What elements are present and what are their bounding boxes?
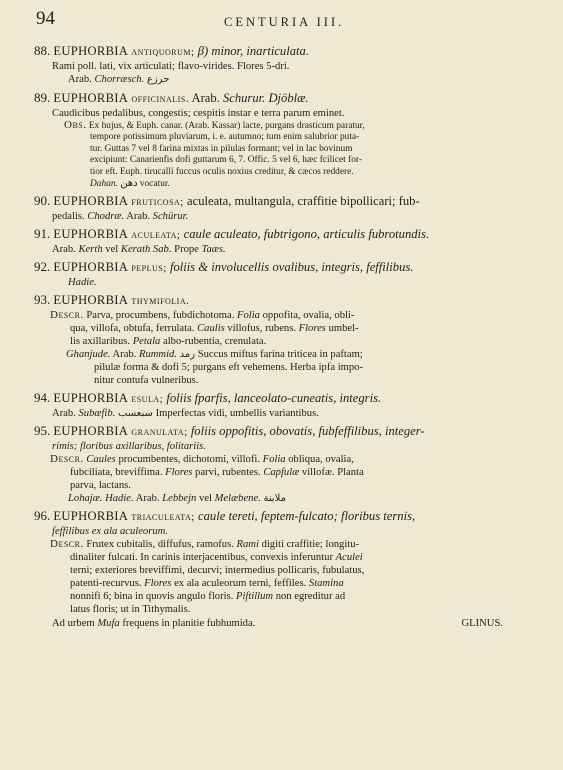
entry-text: Hadie.: [68, 277, 97, 289]
description-block: Descr. Frutex cubitalis, diffufus, ramofus. Rami digiti craffitie; longitu- dinaliter fulcati. In carinis interjacentibus, convexis inferuntur Aculei terni; exteriores breviffimi, decurvi; intermedius pollicaris, fubulatus, patenti-recurvus. Flores ex ala aculeorum terni, feffiles. Stamina nonnifi 6; bina in quovis angulo floris. Piftillum non egreditur ad latus floris; ut in Tithymalis.: [50, 538, 365, 616]
entry-heading: 89. EUPHORBIA officinalis. Arab. Schurur. Djöblæ.: [34, 90, 309, 105]
running-title: CENTURIA III.: [224, 15, 345, 29]
entry-text: Rami poll. lati, vix articulati; flavo-virides. Flores 5-dri.: [52, 61, 290, 72]
habitat-line: Ad urbem Mufa frequens in planitie fubhumida. GLINUS.: [52, 618, 503, 630]
arabic-name-line: Arab. Chorræsch. حرزع: [68, 74, 170, 85]
entry-heading: 94. EUPHORBIA esula; foliis fparfis, lanceolato-cuneatis, integris.: [34, 390, 382, 406]
entry-95: [34, 423, 535, 505]
entry-89: [34, 90, 535, 190]
page-header: [34, 10, 535, 40]
entry-text: feffilibus ex ala aculeorum.: [52, 526, 168, 538]
description-block: Descr. Parva, procumbens, fubdichotoma. Folia oppofita, ovalia, obli- qua, villofa, obtufa, ferrulata. Caulis villofus, rubens. Flores umbel- lis axillaribus. Petala albo-rubentia, crenulata.: [50, 309, 359, 348]
entry-heading: 95. EUPHORBIA granulata; foliis oppofitis, obovatis, fubfeffilibus, integer-: [34, 423, 425, 439]
entry-heading: 96. EUPHORBIA triaculeata; caule tereti, feptem-fulcato; floribus ternis,: [34, 508, 416, 524]
description-block: Descr. Caules procumbentes, dichotomi, villofi. Folia obliqua, ovalia, fubciliata, breviffima. Flores parvi, rubentes. Capfulæ villofæ. Planta parva, lactans.: [50, 453, 364, 492]
entry-text: Caudicibus pedalibus, congestis; cespitis instar e terra parum eminet.: [52, 108, 345, 119]
entry-88: [34, 43, 535, 86]
entry-heading: 92. EUPHORBIA peplus; foliis & involucellis ovalibus, integris, feffilibus.: [34, 259, 414, 275]
entry-heading: 90. EUPHORBIA fruticosa; aculeata, multangula, craffitie bipollicari; fub-: [34, 193, 420, 209]
page-number: 94: [36, 8, 55, 29]
entry-text: Arab. Subæfib. سبعسب Imperfectas vidi, umbellis variantibus.: [52, 408, 319, 420]
entry-heading: 91. EUPHORBIA aculeata; caule aculeato, fubtrigono, articulis fubrotundis.: [34, 226, 430, 242]
entry-93: [34, 292, 535, 387]
usage-block: Ghanjude. Arab. Rummid. رمد Succus miftus farina triticea in paftam; pilulæ forma & dofi 5; purgans eft vehemens. Herba ipfa impo- nitur contufa vulneribus.: [66, 349, 363, 387]
entry-heading: 88. EUPHORBIA antiquorum; β) minor, inarticulata.: [34, 43, 309, 58]
entry-94: [34, 390, 535, 420]
catchword: GLINUS.: [461, 618, 503, 630]
observation-block: Obs. Ex hujus, & Euph. canar. (Arab. Kassar) lacte, purgans drasticum paratur, tempore potissimum pluviarum, i. e. autumno; tum enim salubrior puta- tur. Guttas 7 vel 8 farina mixtas in pilulas formant; vel in lac bovinum excipiunt: Canarienfis dofi guttarum 6, 7. Offic. 5 vel 6, hæc fcilicet for- tior eft. Euph. tirucalli fuccus oculis noxius creditur, & cæcos reddere. Dahan. دهن vocatur.: [64, 119, 365, 190]
entry-90: [34, 193, 535, 223]
usage-block: Lohajæ. Hadie. Arab. Lebbejn vel Melæbene. ملابنة: [68, 493, 286, 505]
entry-92: [34, 259, 535, 289]
entry-91: [34, 226, 535, 256]
entry-text: Arab. Kerth vel Kerath Sab. Prope Taæs.: [52, 244, 226, 256]
entry-text: rimis; floribus axillaribus, folitariis.: [52, 441, 206, 453]
entry-96: [34, 508, 535, 630]
entry-text: pedalis. Chodræ. Arab. Schürur.: [52, 211, 189, 223]
entry-heading: 93. EUPHORBIA thymifolia.: [34, 292, 190, 308]
